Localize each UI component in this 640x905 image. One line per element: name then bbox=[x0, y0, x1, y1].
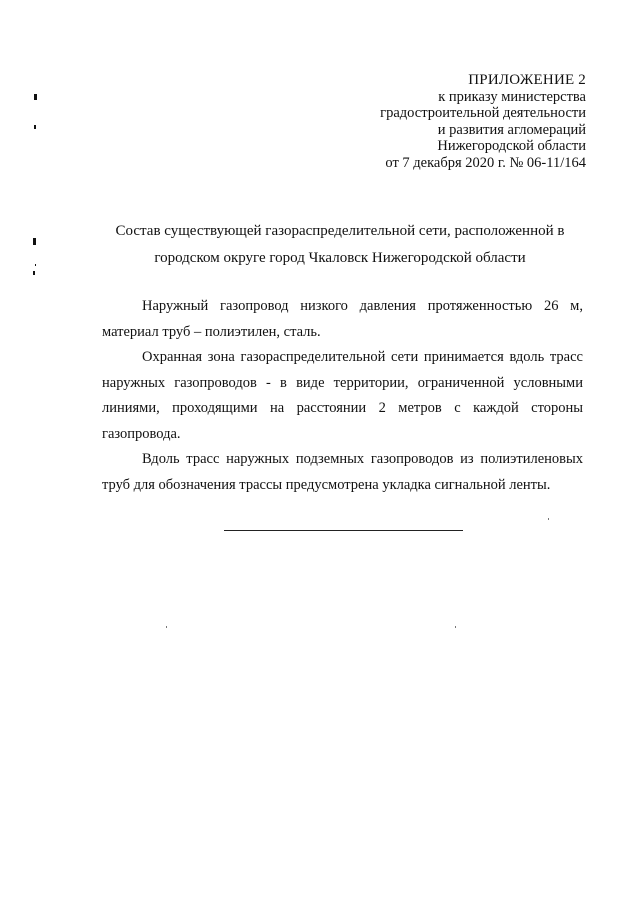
scan-speck bbox=[33, 271, 35, 275]
paragraph: Вдоль трасс наружных подземных газопроводов из полиэтиленовых труб для обозначения трассы предусмотрена укладка сигнальной ленты. bbox=[102, 451, 583, 493]
header-line: к приказу министерства bbox=[438, 88, 586, 105]
scan-speck bbox=[548, 518, 549, 520]
scan-speck bbox=[166, 626, 167, 628]
scan-speck bbox=[455, 626, 456, 628]
title-line: городском округе город Чкаловск Нижегородской области bbox=[154, 250, 526, 266]
title-line: Состав существующей газораспределительной сети, расположенной в bbox=[115, 223, 565, 239]
separator-line bbox=[224, 530, 463, 531]
header-line: от 7 декабря 2020 г. № 06-11/164 bbox=[385, 154, 586, 171]
document-body bbox=[102, 294, 583, 498]
document-title bbox=[60, 218, 620, 272]
scan-speck bbox=[35, 264, 36, 266]
scan-speck bbox=[34, 125, 36, 129]
paragraph: Охранная зона газораспределительной сети принимается вдоль трасс наружных газопроводов - в виде территории, ограниченной условными линиями, проходящими на расстоянии 2 метров с каждой стороны газопровода. bbox=[102, 349, 583, 442]
paragraph: Наружный газопровод низкого давления протяженностью 26 м, материал труб – полиэтилен, сталь. bbox=[102, 298, 583, 340]
scan-speck bbox=[33, 238, 36, 245]
appendix-header bbox=[286, 72, 586, 171]
appendix-number: ПРИЛОЖЕНИЕ 2 bbox=[468, 72, 586, 88]
scan-speck bbox=[34, 94, 37, 100]
header-line: Нижегородской области bbox=[437, 138, 586, 154]
header-line: и развития агломераций bbox=[437, 121, 586, 138]
header-line: градостроительной деятельности bbox=[380, 105, 586, 121]
